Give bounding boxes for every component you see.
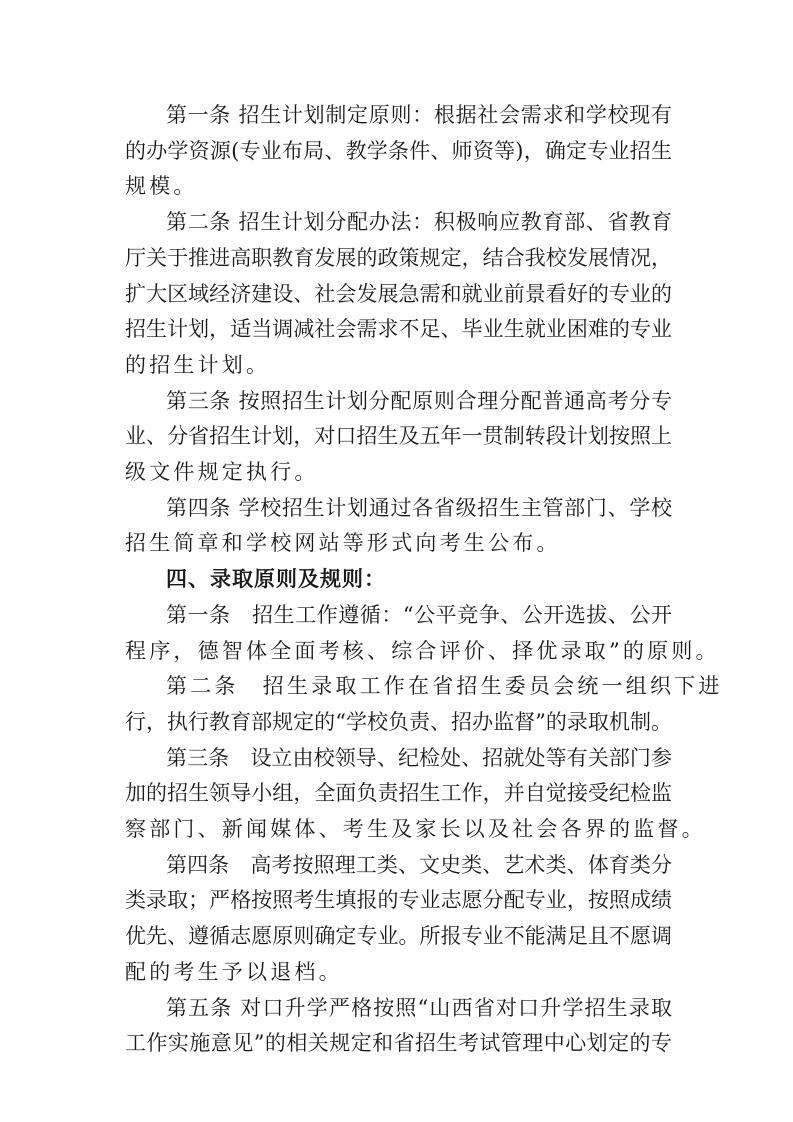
paragraph-line: 行，执行教育部规定的“学校负责、招办监督”的录取机制。 [125, 709, 672, 734]
paragraph-line: 的办学资源(专业布局、教学条件、师资等)，确定专业招生 [125, 138, 672, 163]
paragraph-line: 工作实施意见”的相关规定和省招生考试管理中心划定的专 [125, 1031, 672, 1056]
paragraph-line: 招生简章和学校网站等形式向考生公布。 [125, 531, 561, 556]
paragraph-line: 的招生计划。 [125, 352, 271, 377]
paragraph-line: 第四条 高考按照理工类、文史类、艺术类、体育类分 [166, 852, 672, 877]
paragraph-line: 察部门、新闻媒体、考生及家长以及社会各界的监督。 [125, 817, 706, 841]
paragraph-line: 业、分省招生计划，对口招生及五年一贯制转段计划按照上 [125, 424, 672, 449]
paragraph-line: 程序，德智体全面考核、综合评价、择优录取”的原则。 [125, 638, 720, 663]
section-heading: 四、录取原则及规则： [166, 566, 386, 592]
paragraph-line: 第一条 招生工作遵循：“公平竞争、公开选拔、公开 [166, 602, 672, 627]
paragraph-line: 第三条 设立由校领导、纪检处、招就处等有关部门参 [166, 745, 672, 770]
paragraph-line: 第二条 招生录取工作在省招生委员会统一组织下进 [166, 674, 723, 699]
paragraph-line: 加的招生领导小组，全面负责招生工作，并自觉接受纪检监 [125, 781, 672, 806]
paragraph-line: 类录取；严格按照考生填报的专业志愿分配专业，按照成绩 [125, 888, 672, 913]
paragraph-line: 厅关于推进高职教育发展的政策规定，结合我校发展情况， [125, 245, 672, 270]
paragraph-line: 扩大区域经济建设、社会发展急需和就业前景看好的专业的 [125, 281, 672, 306]
paragraph-line: 第三条 按照招生计划分配原则合理分配普通高考分专 [166, 388, 672, 413]
paragraph-line: 第一条 招生计划制定原则：根据社会需求和学校现有 [166, 103, 672, 127]
paragraph-line: 第四条 学校招生计划通过各省级招生主管部门、学校 [166, 495, 672, 520]
paragraph-line: 第五条 对口升学严格按照“山西省对口升学招生录取 [166, 995, 672, 1020]
paragraph-line: 级文件规定执行。 [125, 460, 319, 484]
paragraph-line: 第二条 招生计划分配办法：积极响应教育部、省教育 [166, 210, 672, 235]
paragraph-line: 招生计划，适当调减社会需求不足、毕业生就业困难的专业 [125, 317, 672, 342]
paragraph-line: 规模。 [125, 174, 198, 199]
paragraph-line: 配的考生予以退档。 [125, 959, 343, 984]
paragraph-line: 优先、遵循志愿原则确定专业。所报专业不能满足且不愿调 [125, 924, 672, 949]
